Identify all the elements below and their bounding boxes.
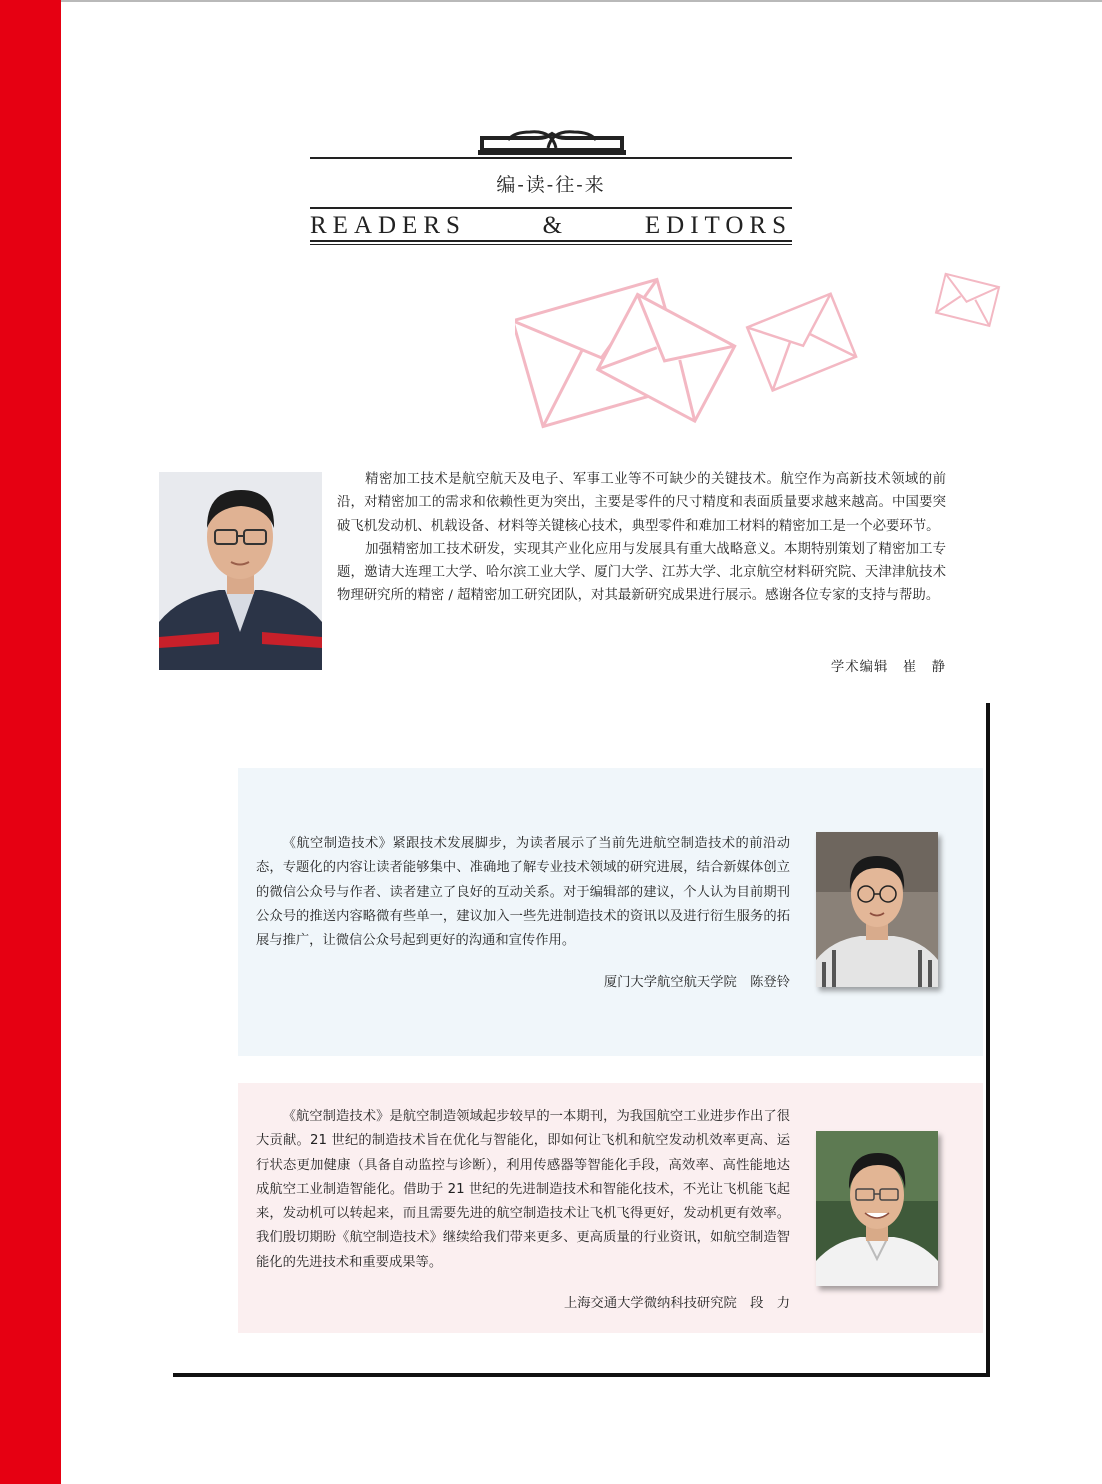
section-subtitle: 编-读-往-来: [496, 174, 606, 196]
reader-1-signature: 厦门大学航空航天学院 陈登铃: [603, 975, 790, 990]
envelope-icon-2: [598, 294, 735, 421]
reader-1-portrait-photo: [816, 832, 938, 987]
open-book-icon: [478, 126, 626, 156]
editor-paragraph-2: 加强精密加工技术研发，实现其产业化应用与发展具有重大战略意义。本期特别策划了精密加工专题，邀请大连理工大学、哈尔滨工业大学、厦门大学、江苏大学、北京航空材料研究院、天津津航技术物理研究所的精密 / 超精密加工研究团队，对其最新研究成果进行展示。感谢各位专家的支持与帮助。: [337, 541, 946, 604]
reader-2-portrait-photo: [816, 1131, 938, 1286]
editor-message: [337, 468, 946, 608]
reader-1-text: [256, 832, 790, 953]
person-portrait-icon: [159, 472, 322, 670]
envelope-icon-3: [747, 294, 856, 391]
header-rule-top: [310, 157, 792, 159]
envelope-icon-4: [936, 274, 999, 326]
frame-vertical-line: [986, 703, 990, 1377]
person-portrait-icon: [816, 1131, 938, 1286]
header-rule-bottom-1: [310, 240, 792, 242]
reader-1-paragraph: 《航空制造技术》紧跟技术发展脚步，为读者展示了当前先进航空制造技术的前沿动态，专题化的内容让读者能够集中、准确地了解专业技术领域的研究进展，结合新媒体创立的微信公众号与作者、读者建立了良好的互动关系。对于编辑部的建议，个人认为目前期刊公众号的推送内容略微有些单一，建议加入一些先进制造技术的资讯以及进行衍生服务的拓展与推广，让微信公众号起到更好的沟通和宣传作用。: [256, 836, 790, 949]
editor-portrait-photo: [159, 472, 322, 670]
header-rule-middle: [310, 207, 792, 209]
title-word-editors: EDITORS: [644, 212, 792, 239]
title-word-readers: READERS: [310, 212, 466, 239]
person-portrait-icon: [816, 832, 938, 987]
header-rule-bottom-2: [310, 244, 792, 245]
reader-2-signature: 上海交通大学微纳科技研究院 段 力: [563, 1296, 790, 1311]
reader-2-text: [256, 1105, 790, 1275]
editor-signature: 学术编辑 崔 静: [830, 660, 946, 675]
title-word-ampersand: &: [542, 212, 569, 239]
reader-2-paragraph: 《航空制造技术》是航空制造领域起步较早的一本期刊，为我国航空工业进步作出了很大贡献。21 世纪的制造技术旨在优化与智能化，即如何让飞机和航空发动机效率更高、运行状态更加健康（具备自动监控与诊断），利用传感器等智能化手段，高效率、高性能地达成航空工业制造智能化。借助于 21 世纪的先进制造技术和智能化技术，不光让飞机能飞起来，发动机可以转起来，而且需要先进的航空制造技术让飞机飞得更好，发动机更有效率。我们殷切期盼《航空制造技术》继续给我们带来更多、更高质量的行业资讯，如航空制造智能化的先进技术和重要成果等。: [256, 1109, 790, 1270]
editor-paragraph-1: 精密加工技术是航空航天及电子、军事工业等不可缺少的关键技术。航空作为高新技术领域的前沿，对精密加工的需求和依赖性更为突出，主要是零件的尺寸精度和表面质量要求越来越高。中国要突破飞机发动机、机载设备、材料等关键核心技术，典型零件和难加工材料的精密加工是一个必要环节。: [337, 472, 946, 534]
section-title-english: [310, 211, 792, 241]
envelope-decoration: [515, 270, 1005, 430]
left-red-bar: [0, 0, 61, 1484]
frame-horizontal-line: [173, 1373, 990, 1377]
top-border-line: [61, 0, 1102, 2]
